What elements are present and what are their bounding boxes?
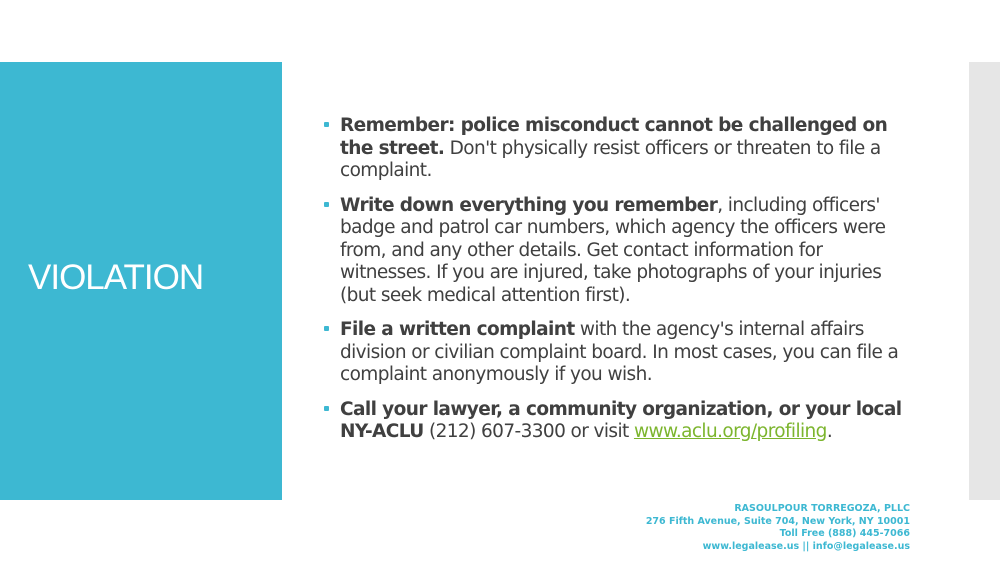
bullet-list <box>322 115 912 456</box>
aclu-profiling-link[interactable]: www.aclu.org/profiling <box>633 421 827 442</box>
bullet-body-text: , including officers' badge and patrol car numbers, which agency the officers were from, and any other details. Get contact information for witnesses. If you are injured, take photographs of your injuries (but seek medical attention first). <box>340 194 886 306</box>
bullet-item <box>322 115 912 183</box>
bullet-bold-text: File a written complaint <box>340 319 575 340</box>
square-bullet-icon <box>324 202 329 207</box>
square-bullet-icon <box>324 122 329 127</box>
side-decoration-bar <box>969 62 1000 500</box>
bullet-tail-text: . <box>826 421 833 442</box>
firm-footer <box>646 503 910 553</box>
bullet-bold-text: Write down everything you remember <box>340 194 718 216</box>
square-bullet-icon <box>324 326 329 331</box>
bullet-item <box>322 399 912 444</box>
bullet-bold-text: Remember: police misconduct cannot be challenged on the street. <box>340 115 888 159</box>
bullet-body-text: Don't physically resist officers or threaten to file a complaint. <box>340 137 881 181</box>
firm-web: www.legalease.us || info@legalease.us <box>702 540 910 552</box>
bullet-bold-text: Call your lawyer, a community organization, or your local NY-ACLU <box>340 398 902 442</box>
bullet-body-text: (212) 607-3300 or visit <box>423 421 634 442</box>
bullet-item <box>322 319 912 387</box>
bullet-body-text: with the agency's internal affairs division or civilian complaint board. In most cases, you can file a complaint anonymously if you wish. <box>340 319 899 385</box>
slide-title: VIOLATION <box>28 258 204 297</box>
firm-address: 276 Fifth Avenue, Suite 704, New York, NY 10001 <box>645 515 910 527</box>
bullet-item <box>322 195 912 308</box>
firm-phone: Toll Free (888) 445-7066 <box>779 528 910 539</box>
firm-name: RASOULPOUR TORREGOZA, PLLC <box>734 503 910 514</box>
square-bullet-icon <box>324 406 329 411</box>
